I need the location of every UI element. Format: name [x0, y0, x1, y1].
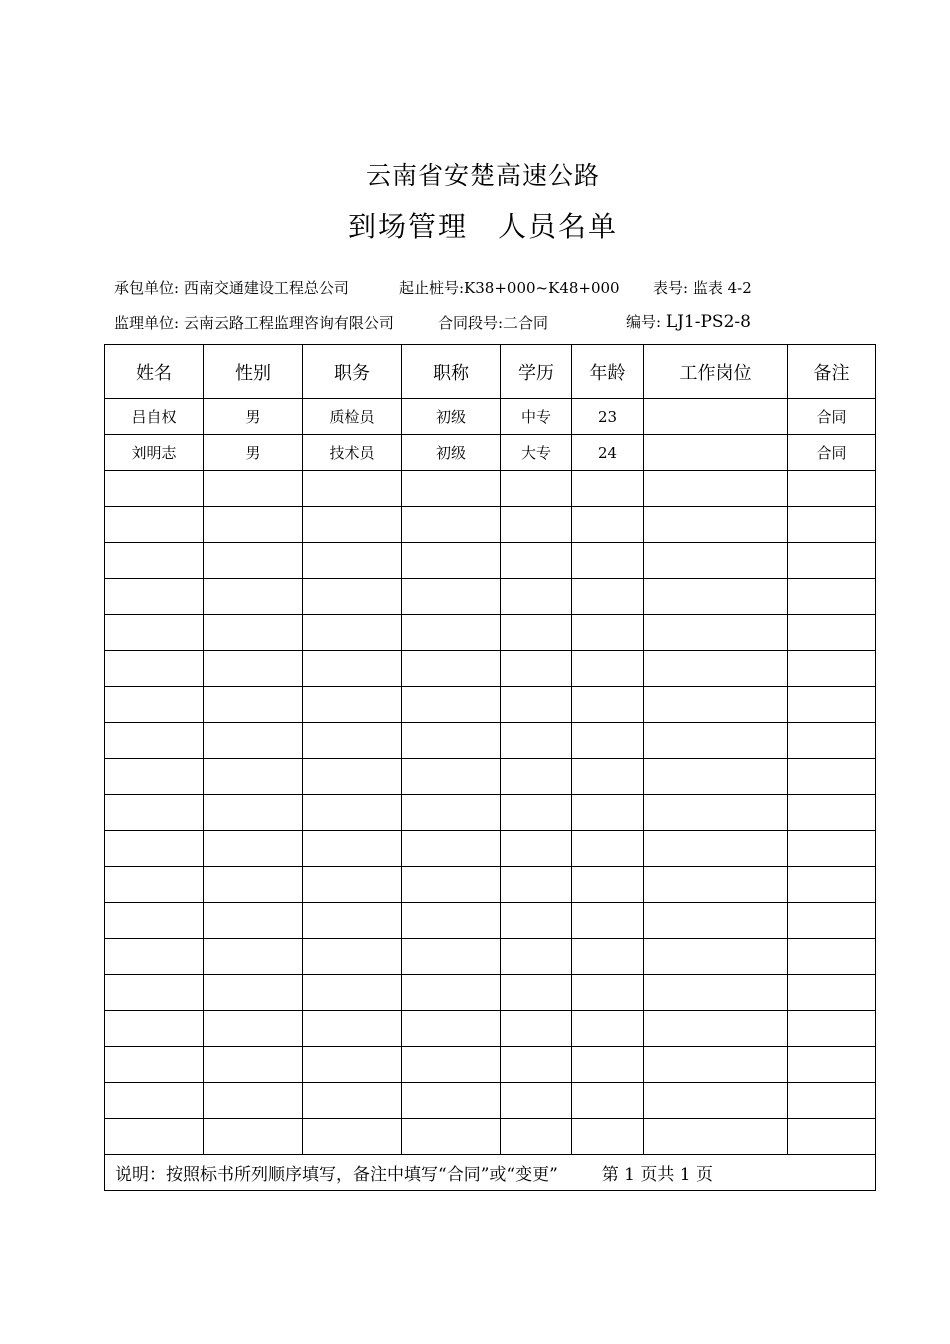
cell-education: 大专 [501, 435, 572, 471]
empty-cell [644, 471, 788, 507]
empty-cell [402, 1047, 501, 1083]
cell-post [644, 399, 788, 435]
empty-cell [402, 615, 501, 651]
document-subtitle: 到场管理 人员名单 [347, 210, 618, 243]
empty-cell [501, 795, 572, 831]
empty-cell [644, 759, 788, 795]
empty-cell [572, 831, 644, 867]
document-code [626, 311, 751, 332]
empty-table-row [105, 975, 876, 1011]
footer-note-cell [105, 1155, 876, 1191]
empty-cell [204, 543, 303, 579]
empty-cell [788, 507, 876, 543]
empty-table-row [105, 903, 876, 939]
empty-cell [572, 759, 644, 795]
empty-table-row [105, 1047, 876, 1083]
empty-table-row [105, 795, 876, 831]
empty-cell [303, 507, 402, 543]
empty-cell [105, 975, 204, 1011]
empty-cell [303, 687, 402, 723]
empty-cell [788, 543, 876, 579]
empty-cell [204, 831, 303, 867]
empty-cell [788, 1119, 876, 1155]
empty-cell [204, 507, 303, 543]
empty-table-row [105, 1083, 876, 1119]
empty-cell [204, 687, 303, 723]
empty-cell [572, 867, 644, 903]
empty-cell [204, 903, 303, 939]
empty-cell [303, 1119, 402, 1155]
empty-cell [501, 903, 572, 939]
instruction-note: 说明：按照标书所列顺序填写，备注中填写“合同”或“变更” [115, 1165, 558, 1185]
empty-table-row [105, 1011, 876, 1047]
header-age: 年龄 [572, 345, 644, 399]
empty-cell [105, 795, 204, 831]
empty-cell [644, 939, 788, 975]
empty-cell [105, 471, 204, 507]
cell-name: 吕自权 [105, 399, 204, 435]
empty-cell [303, 1011, 402, 1047]
empty-cell [788, 867, 876, 903]
empty-cell [402, 579, 501, 615]
header-name: 姓名 [105, 345, 204, 399]
empty-cell [303, 759, 402, 795]
empty-cell [644, 1083, 788, 1119]
empty-cell [402, 975, 501, 1011]
empty-cell [204, 471, 303, 507]
empty-table-row [105, 651, 876, 687]
empty-table-row [105, 615, 876, 651]
empty-cell [644, 1119, 788, 1155]
cell-name: 刘明志 [105, 435, 204, 471]
header-education: 学历 [501, 345, 572, 399]
empty-cell [402, 1119, 501, 1155]
supervisor-unit: 监理单位: 云南云路工程监理咨询有限公司 [114, 314, 394, 332]
empty-cell [501, 471, 572, 507]
document-title: 云南省安楚高速公路 [365, 161, 600, 190]
document-code-value: LJ1-PS2-8 [665, 312, 751, 332]
empty-cell [572, 1011, 644, 1047]
empty-table-row [105, 579, 876, 615]
footer-row [105, 1155, 876, 1191]
empty-cell [105, 939, 204, 975]
empty-cell [644, 975, 788, 1011]
empty-cell [644, 507, 788, 543]
empty-cell [402, 507, 501, 543]
empty-cell [572, 507, 644, 543]
empty-cell [572, 723, 644, 759]
empty-cell [644, 651, 788, 687]
empty-cell [105, 1083, 204, 1119]
empty-cell [105, 759, 204, 795]
empty-cell [402, 543, 501, 579]
empty-cell [204, 1011, 303, 1047]
empty-cell [303, 1047, 402, 1083]
empty-table-row [105, 1119, 876, 1155]
empty-cell [572, 687, 644, 723]
cell-gender: 男 [204, 435, 303, 471]
empty-table-row [105, 687, 876, 723]
cell-education: 中专 [501, 399, 572, 435]
empty-cell [402, 939, 501, 975]
empty-cell [402, 1083, 501, 1119]
empty-cell [572, 579, 644, 615]
cell-title: 初级 [402, 399, 501, 435]
empty-cell [204, 651, 303, 687]
empty-cell [303, 651, 402, 687]
empty-table-row [105, 507, 876, 543]
empty-cell [204, 723, 303, 759]
empty-cell [303, 903, 402, 939]
empty-cell [788, 1047, 876, 1083]
empty-cell [204, 615, 303, 651]
empty-table-row [105, 867, 876, 903]
empty-cell [501, 759, 572, 795]
empty-cell [204, 795, 303, 831]
stake-range: 起止桩号:K38+000~K48+000 [399, 279, 620, 297]
empty-cell [644, 795, 788, 831]
header-post: 工作岗位 [644, 345, 788, 399]
empty-cell [105, 1119, 204, 1155]
empty-table-row [105, 543, 876, 579]
cell-position: 质检员 [303, 399, 402, 435]
empty-cell [303, 471, 402, 507]
table-row [105, 399, 876, 435]
empty-cell [303, 615, 402, 651]
empty-cell [788, 939, 876, 975]
empty-cell [402, 471, 501, 507]
empty-cell [788, 579, 876, 615]
header-row [105, 345, 876, 399]
cell-age: 23 [572, 399, 644, 435]
header-gender: 性别 [204, 345, 303, 399]
empty-cell [204, 1119, 303, 1155]
empty-cell [204, 759, 303, 795]
form-number: 表号: 监表 4-2 [653, 279, 752, 297]
empty-cell [788, 1083, 876, 1119]
empty-cell [501, 867, 572, 903]
empty-cell [788, 651, 876, 687]
empty-cell [303, 723, 402, 759]
empty-cell [105, 1011, 204, 1047]
empty-cell [644, 1011, 788, 1047]
empty-cell [788, 687, 876, 723]
cell-post [644, 435, 788, 471]
empty-cell [204, 975, 303, 1011]
empty-cell [788, 759, 876, 795]
empty-cell [501, 1119, 572, 1155]
empty-cell [644, 543, 788, 579]
empty-cell [105, 543, 204, 579]
empty-cell [572, 1047, 644, 1083]
empty-cell [402, 687, 501, 723]
empty-cell [501, 615, 572, 651]
empty-cell [572, 903, 644, 939]
empty-cell [501, 543, 572, 579]
empty-cell [644, 867, 788, 903]
header-position: 职务 [303, 345, 402, 399]
empty-cell [788, 975, 876, 1011]
empty-cell [501, 723, 572, 759]
empty-cell [572, 615, 644, 651]
empty-cell [501, 579, 572, 615]
empty-cell [501, 507, 572, 543]
table-row [105, 435, 876, 471]
cell-remark: 合同 [788, 399, 876, 435]
empty-cell [204, 1047, 303, 1083]
empty-cell [303, 975, 402, 1011]
empty-cell [572, 975, 644, 1011]
empty-cell [105, 723, 204, 759]
empty-cell [303, 939, 402, 975]
empty-cell [303, 1083, 402, 1119]
empty-cell [501, 975, 572, 1011]
empty-cell [644, 903, 788, 939]
empty-cell [303, 579, 402, 615]
empty-cell [105, 615, 204, 651]
empty-cell [204, 939, 303, 975]
empty-cell [572, 651, 644, 687]
empty-cell [501, 1047, 572, 1083]
empty-cell [644, 1047, 788, 1083]
empty-cell [402, 651, 501, 687]
empty-cell [105, 687, 204, 723]
empty-cell [788, 795, 876, 831]
empty-cell [572, 471, 644, 507]
empty-cell [572, 543, 644, 579]
empty-table-row [105, 471, 876, 507]
cell-position: 技术员 [303, 435, 402, 471]
empty-cell [572, 1083, 644, 1119]
empty-cell [204, 867, 303, 903]
empty-cell [644, 687, 788, 723]
empty-cell [644, 831, 788, 867]
empty-cell [204, 1083, 303, 1119]
empty-cell [402, 867, 501, 903]
empty-cell [788, 1011, 876, 1047]
personnel-table [104, 344, 876, 1191]
empty-table-row [105, 939, 876, 975]
empty-cell [644, 615, 788, 651]
empty-cell [572, 795, 644, 831]
empty-table-row [105, 723, 876, 759]
empty-cell [105, 831, 204, 867]
empty-cell [105, 867, 204, 903]
empty-cell [402, 903, 501, 939]
page-indicator: 第 1 页共 1 页 [601, 1165, 714, 1185]
contractor-unit: 承包单位: 西南交通建设工程总公司 [114, 279, 349, 297]
empty-cell [303, 543, 402, 579]
empty-cell [501, 831, 572, 867]
empty-cell [788, 831, 876, 867]
empty-cell [788, 903, 876, 939]
empty-table-row [105, 831, 876, 867]
empty-cell [105, 903, 204, 939]
document-code-label: 编号: [626, 313, 666, 331]
empty-cell [788, 723, 876, 759]
cell-title: 初级 [402, 435, 501, 471]
empty-cell [105, 579, 204, 615]
empty-cell [105, 1047, 204, 1083]
empty-cell [572, 1119, 644, 1155]
empty-cell [501, 1011, 572, 1047]
empty-cell [501, 651, 572, 687]
empty-cell [402, 759, 501, 795]
cell-gender: 男 [204, 399, 303, 435]
empty-cell [303, 831, 402, 867]
empty-cell [788, 615, 876, 651]
empty-cell [402, 831, 501, 867]
empty-cell [644, 579, 788, 615]
empty-cell [644, 723, 788, 759]
empty-cell [204, 579, 303, 615]
empty-cell [501, 1083, 572, 1119]
empty-cell [105, 507, 204, 543]
empty-cell [501, 687, 572, 723]
cell-age: 24 [572, 435, 644, 471]
empty-cell [402, 1011, 501, 1047]
empty-cell [501, 939, 572, 975]
empty-cell [303, 795, 402, 831]
header-title: 职称 [402, 345, 501, 399]
empty-cell [402, 795, 501, 831]
header-remark: 备注 [788, 345, 876, 399]
contract-section: 合同段号:二合同 [438, 314, 549, 332]
empty-cell [105, 651, 204, 687]
cell-remark: 合同 [788, 435, 876, 471]
empty-cell [572, 939, 644, 975]
empty-cell [788, 471, 876, 507]
empty-table-row [105, 759, 876, 795]
empty-cell [303, 867, 402, 903]
empty-cell [402, 723, 501, 759]
